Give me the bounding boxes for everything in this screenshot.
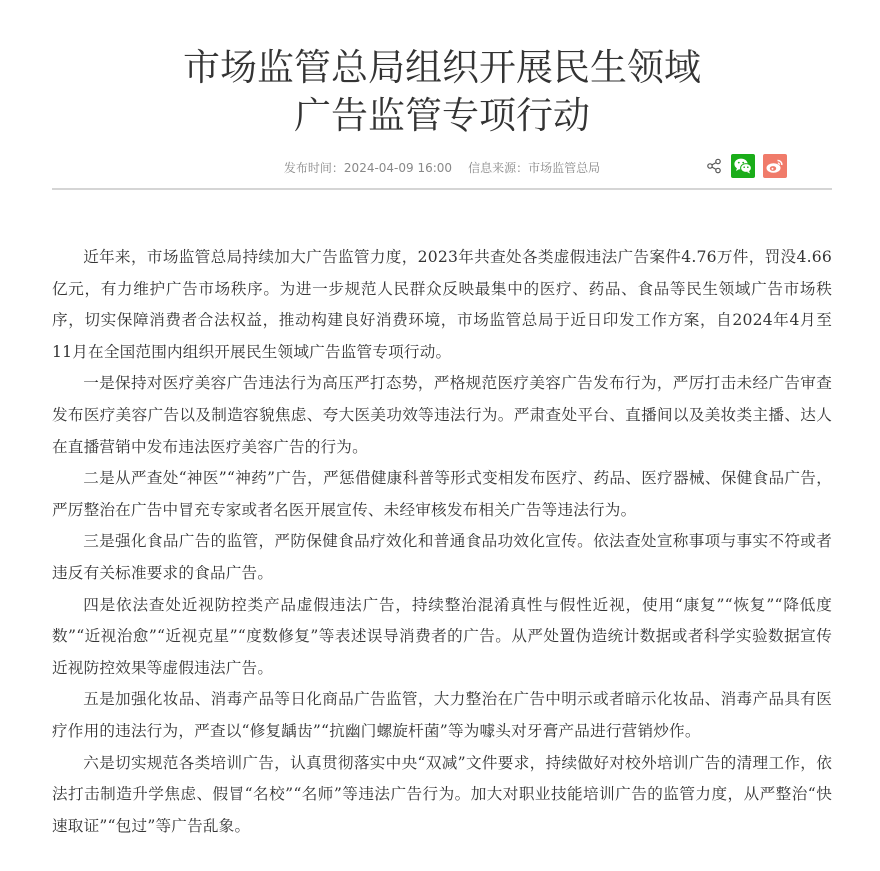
article: [52, 0, 832, 842]
article-title: [52, 0, 832, 140]
paragraph-4: 四是依法查处近视防控类产品虚假违法广告，持续整治混淆真性与假性近视，使用“康复”“恢复”“降低度数”“近视治愈”“近视克星”“度数修复”等表述误导消费者的广告。从严处置伪造统计数据或者科学实验数据宣传近视防控效果等虚假违法广告。: [52, 595, 832, 677]
wechat-icon[interactable]: [731, 154, 755, 178]
paragraph-3: 三是强化食品广告的监管，严防保健食品疗效化和普通食品功效化宣传。依法查处宣称事项与事实不符或者违反有关标准要求的食品广告。: [52, 532, 832, 582]
paragraph-intro: 近年来，市场监管总局持续加大广告监管力度，2023年共查处各类虚假违法广告案件4.76万件，罚没4.66亿元，有力维护广告市场秩序。为进一步规范人民群众反映最集中的医疗、药品、食品等民生领域广告市场秩序，切实保障消费者合法权益，推动构建良好消费环境，市场监管总局于近日印发工作方案，自2024年4月至11月在全国范围内组织开展民生领域广告监管专项行动。: [52, 248, 832, 361]
article-body: [52, 242, 832, 842]
share-icon[interactable]: [705, 154, 723, 178]
paragraph-2: 二是从严查处“神医”“神药”广告，严惩借健康科普等形式变相发布医疗、药品、医疗器械、保健食品广告，严厉整治在广告中冒充专家或者名医开展宣传、未经审核发布相关广告等违法行为。: [52, 469, 832, 519]
paragraph-1: 一是保持对医疗美容广告违法行为高压严打态势，严格规范医疗美容广告发布行为，严厉打击未经广告审查发布医疗美容广告以及制造容貌焦虑、夸大医美功效等违法行为。严肃查处平台、直播间以及美妆类主播、达人在直播营销中发布违法医疗美容广告的行为。: [52, 374, 832, 456]
source-label: 信息来源：: [468, 161, 529, 175]
article-meta-row: [52, 150, 832, 186]
share-bar: [705, 154, 787, 178]
weibo-icon[interactable]: [763, 154, 787, 178]
paragraph-6: 六是切实规范各类培训广告，认真贯彻落实中央“双减”文件要求，持续做好对校外培训广告的清理工作，依法打击制造升学焦虑、假冒“名校”“名师”等违法广告行为。加大对职业技能培训广告的监管力度，从严整治“快速取证”“包过”等广告乱象。: [52, 753, 832, 835]
article-title-line-1: 市场监管总局组织开展民生领域: [183, 47, 701, 88]
article-title-line-2: 广告监管专项行动: [294, 95, 590, 136]
source-value: 市场监管总局: [528, 161, 601, 175]
paragraph-5: 五是加强化妆品、消毒产品等日化商品广告监管，大力整治在广告中明示或者暗示化妆品、消毒产品具有医疗作用的违法行为，严查以“修复龋齿”“抗幽门螺旋杆菌”等为噱头对牙膏产品进行营销炒作。: [52, 690, 832, 740]
header-divider: [52, 188, 832, 190]
publish-time: 2024-04-09 16:00: [343, 161, 453, 175]
publish-time-label: 发布时间：: [283, 161, 344, 175]
